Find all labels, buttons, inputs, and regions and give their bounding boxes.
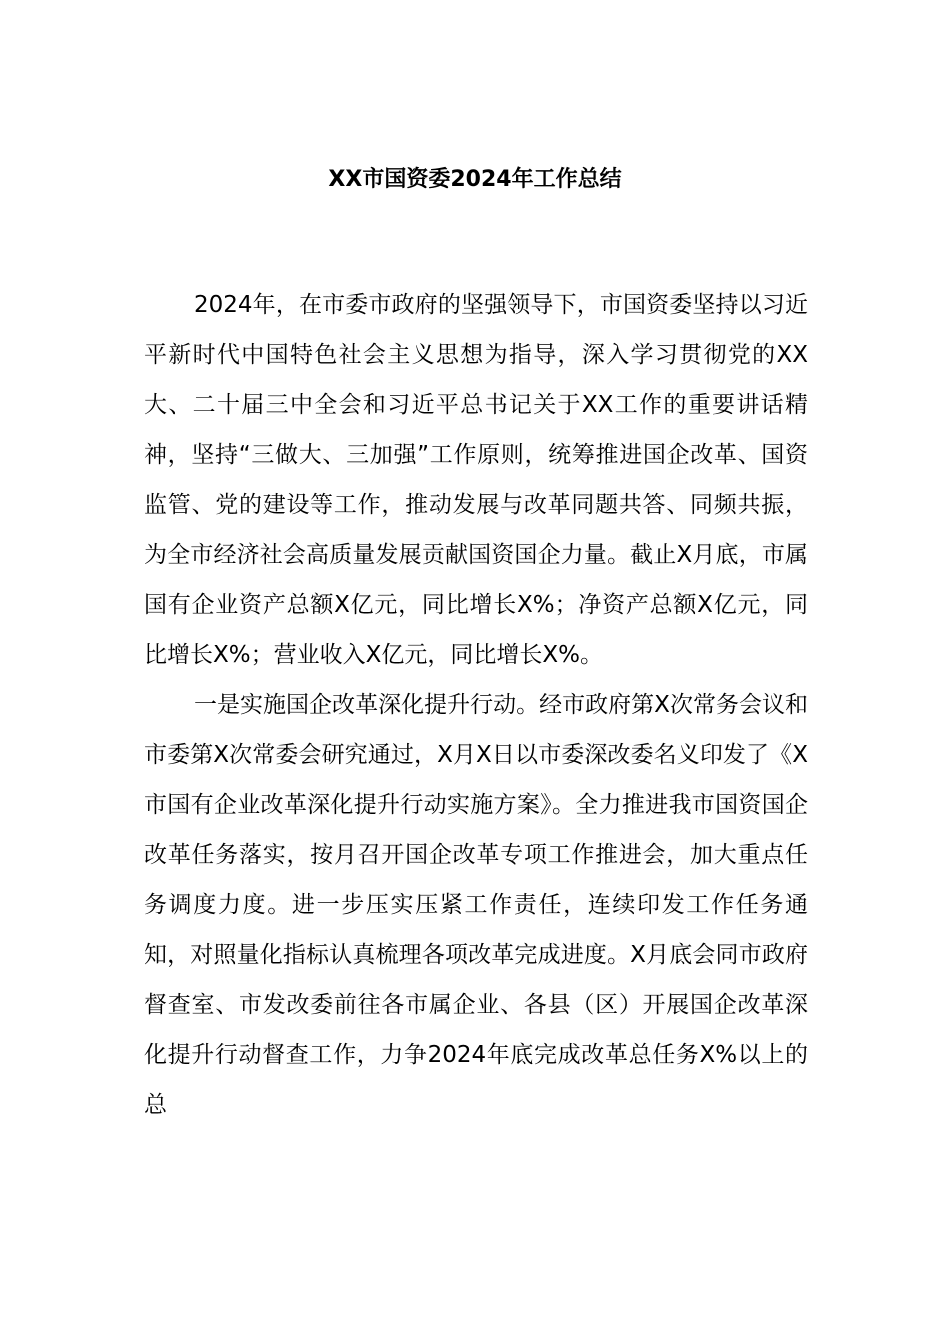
document-title: XX市国资委2024年工作总结 xyxy=(328,167,622,192)
document-body xyxy=(144,280,808,1130)
paragraph-reform-action: 一是实施国企改革深化提升行动。经市政府第X次常务会议和市委第X次常委会研究通过，X月X日以市委深改委名义印发了《X市国有企业改革深化提升行动实施方案》。全力推进我市国资国企改革任务落实，按月召开国企改革专项工作推进会，加大重点任务调度力度。进一步压实压紧工作责任，连续印发工作任务通知，对照量化指标认真梳理各项改革完成进度。X月底会同市政府督查室、市发改委前往各市属企业、各县（区）开展国企改革深化提升行动督查工作，力争2024年底完成改革总任务X%以上的总 xyxy=(144,692,808,1118)
paragraph-overview: 2024年，在市委市政府的坚强领导下，市国资委坚持以习近平新时代中国特色社会主义思想为指导，深入学习贯彻党的XX大、二十届三中全会和习近平总书记关于XX工作的重要讲话精神，坚持“三做大、三加强”工作原则，统筹推进国企改革、国资监管、党的建设等工作，推动发展与改革同题共答、同频共振，为全市经济社会高质量发展贡献国资国企力量。截止X月底，市属国有企业资产总额X亿元，同比增长X%；净资产总额X亿元，同比增长X%；营业收入X亿元，同比增长X%。 xyxy=(144,292,808,668)
